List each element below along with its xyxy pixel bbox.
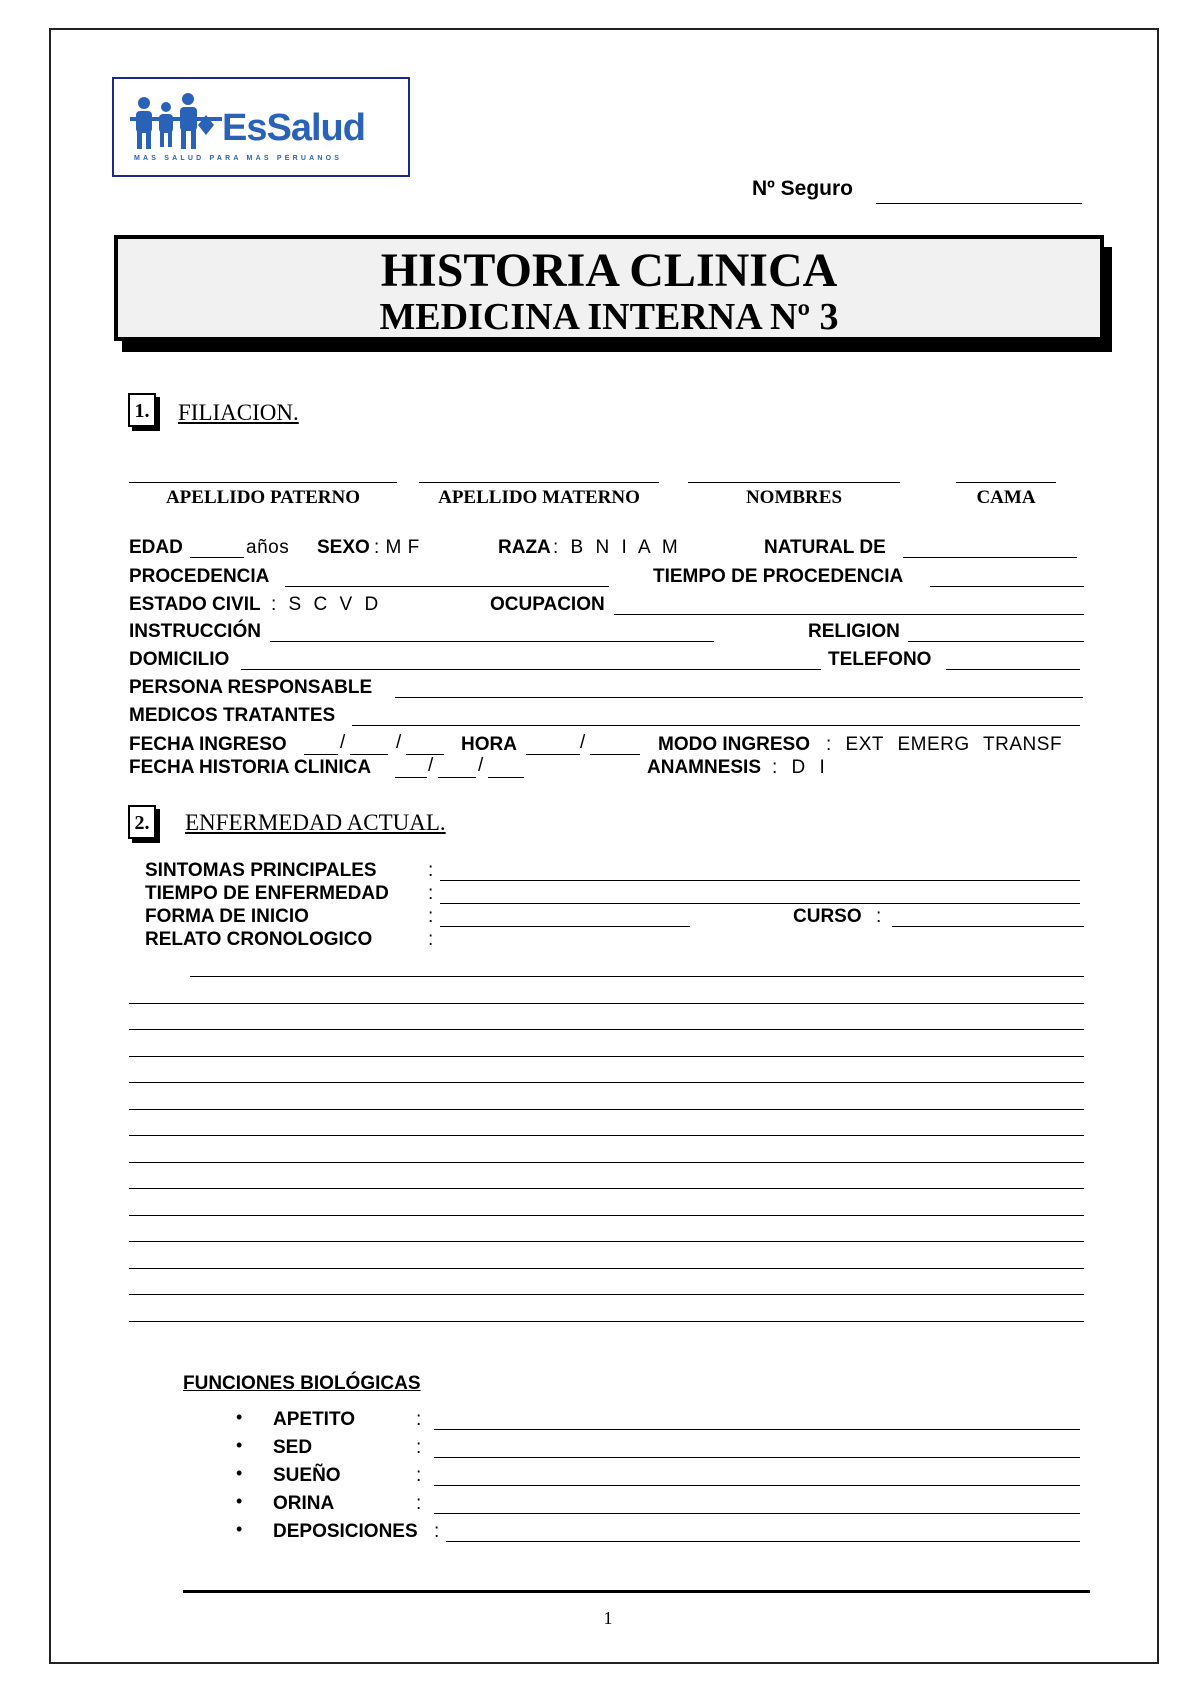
seguro-field[interactable]: [876, 203, 1082, 204]
hora-label: HORA: [461, 734, 517, 755]
funcion-field[interactable]: [434, 1513, 1080, 1514]
forma-inicio-field[interactable]: [440, 926, 690, 927]
relato-line[interactable]: [129, 1268, 1084, 1269]
bullet-icon: •: [236, 1491, 243, 1511]
footer-rule: [183, 1590, 1090, 1593]
estado-civil-options[interactable]: : S C V D: [271, 594, 379, 615]
apellido-materno-field[interactable]: [419, 482, 659, 483]
fecha-historia-month[interactable]: [438, 777, 476, 778]
relato-line[interactable]: [129, 1056, 1084, 1057]
hora-mm-field[interactable]: [590, 754, 640, 755]
anamnesis-label: ANAMNESIS: [647, 757, 762, 778]
funcion-label: APETITO: [273, 1409, 355, 1430]
funcion-colon: :: [434, 1521, 440, 1542]
relato-line[interactable]: [129, 1321, 1084, 1322]
fecha-ingreso-month[interactable]: [350, 754, 388, 755]
relato-line[interactable]: [129, 1029, 1084, 1030]
relato-line[interactable]: [129, 1109, 1084, 1110]
page-subtitle: MEDICINA INTERNA Nº 3: [379, 296, 839, 338]
medicos-tratantes-field[interactable]: [352, 725, 1080, 726]
funcion-label: ORINA: [273, 1493, 335, 1514]
domicilio-label: DOMICILIO: [129, 649, 230, 670]
funcion-colon: :: [416, 1437, 422, 1458]
funcion-field[interactable]: [434, 1485, 1080, 1486]
procedencia-label: PROCEDENCIA: [129, 566, 270, 587]
funcion-field[interactable]: [434, 1429, 1080, 1430]
domicilio-field[interactable]: [241, 669, 821, 670]
relato-line[interactable]: [190, 976, 1084, 977]
procedencia-field[interactable]: [285, 586, 609, 587]
col-cama: CAMA: [976, 487, 1036, 508]
sexo-options[interactable]: : M F: [374, 537, 420, 558]
nombres-field[interactable]: [688, 482, 900, 483]
anamnesis-options[interactable]: : D I: [772, 757, 826, 778]
funcion-colon: :: [416, 1465, 422, 1486]
funcion-label: SED: [273, 1437, 313, 1458]
funcion-label: DEPOSICIONES: [273, 1521, 418, 1542]
religion-field[interactable]: [908, 641, 1084, 642]
curso-label: CURSO: [793, 906, 862, 927]
page-title: HISTORIA CLINICA: [380, 244, 838, 297]
bullet-icon: •: [236, 1519, 243, 1539]
fecha-historia-year[interactable]: [488, 777, 524, 778]
edad-field[interactable]: [190, 557, 244, 558]
sintomas-colon: :: [428, 860, 434, 881]
raza-options[interactable]: : B N I A M: [553, 537, 679, 558]
fecha-ingreso-day[interactable]: [304, 754, 338, 755]
estado-civil-label: ESTADO CIVIL: [129, 594, 261, 615]
funcion-label: SUEÑO: [273, 1465, 341, 1486]
tiempo-enfermedad-field[interactable]: [440, 903, 1080, 904]
fecha-historia-day[interactable]: [395, 777, 427, 778]
religion-label: RELIGION: [808, 621, 900, 642]
logo-tagline: MAS SALUD PARA MAS PERUANOS: [134, 155, 343, 162]
tiempo-colon: :: [428, 883, 434, 904]
relato-line[interactable]: [129, 1135, 1084, 1136]
curso-colon: :: [876, 906, 882, 927]
curso-field[interactable]: [892, 926, 1084, 927]
section-2-number: 2.: [128, 805, 156, 839]
cama-field[interactable]: [956, 482, 1056, 483]
relato-line[interactable]: [129, 1241, 1084, 1242]
relato-line[interactable]: [129, 1215, 1084, 1216]
telefono-field[interactable]: [946, 669, 1080, 670]
bullet-icon: •: [236, 1463, 243, 1483]
ocupacion-label: OCUPACION: [490, 594, 605, 615]
forma-inicio-label: FORMA DE INICIO: [145, 906, 309, 927]
apellido-paterno-field[interactable]: [129, 482, 397, 483]
fecha-historia-label: FECHA HISTORIA CLINICA: [129, 757, 372, 778]
relato-line[interactable]: [129, 1003, 1084, 1004]
sintomas-field[interactable]: [440, 880, 1080, 881]
page-number: 1: [603, 1608, 613, 1628]
relato-line[interactable]: [129, 1082, 1084, 1083]
funcion-field[interactable]: [434, 1457, 1080, 1458]
section-2-title: ENFERMEDAD ACTUAL.: [185, 810, 446, 835]
telefono-label: TELEFONO: [828, 649, 932, 670]
natural-label: NATURAL DE: [764, 537, 886, 558]
hora-hh-field[interactable]: [526, 754, 580, 755]
family-figures-icon: [130, 93, 222, 155]
fecha-ingreso-label: FECHA INGRESO: [129, 734, 287, 755]
funcion-colon: :: [416, 1493, 422, 1514]
persona-responsable-label: PERSONA RESPONSABLE: [129, 677, 373, 698]
medicos-tratantes-label: MEDICOS TRATANTES: [129, 705, 336, 726]
relato-line[interactable]: [129, 1188, 1084, 1189]
edad-unit: años: [246, 537, 290, 558]
ocupacion-field[interactable]: [614, 614, 1084, 615]
bullet-icon: •: [236, 1435, 243, 1455]
relato-line[interactable]: [129, 1162, 1084, 1163]
tiempo-enfermedad-label: TIEMPO DE ENFERMEDAD: [145, 883, 389, 904]
relato-label: RELATO CRONOLOGICO: [145, 929, 373, 950]
persona-responsable-field[interactable]: [395, 697, 1083, 698]
sexo-label: SEXO: [317, 537, 370, 558]
section-1-title: FILIACION.: [178, 400, 299, 425]
relato-colon: :: [428, 929, 434, 950]
seguro-label: Nº Seguro: [752, 177, 854, 200]
tiempo-procedencia-label: TIEMPO DE PROCEDENCIA: [653, 566, 904, 587]
title-box: [114, 235, 1104, 341]
fecha-ingreso-year[interactable]: [406, 754, 444, 755]
funcion-field[interactable]: [446, 1541, 1080, 1542]
bullet-icon: •: [236, 1407, 243, 1427]
funcion-colon: :: [416, 1409, 422, 1430]
logo-wordmark: EsSalud: [222, 107, 365, 149]
modo-ingreso-options[interactable]: : EXT EMERG TRANSF: [826, 734, 1063, 755]
raza-label: RAZA: [498, 537, 551, 558]
col-apellido-materno: APELLIDO MATERNO: [438, 487, 640, 508]
forma-colon: :: [428, 906, 434, 927]
natural-field[interactable]: [903, 557, 1077, 558]
tiempo-procedencia-field[interactable]: [930, 586, 1084, 587]
modo-ingreso-label: MODO INGRESO: [658, 734, 811, 755]
funciones-title: FUNCIONES BIOLÓGICAS: [183, 1373, 421, 1394]
instruccion-field[interactable]: [270, 641, 714, 642]
section-1-number: 1.: [128, 393, 156, 427]
col-nombres: NOMBRES: [745, 487, 843, 508]
essalud-logo: [112, 77, 410, 177]
edad-label: EDAD: [129, 537, 183, 558]
instruccion-label: INSTRUCCIÓN: [129, 621, 261, 642]
sintomas-label: SINTOMAS PRINCIPALES: [145, 860, 377, 881]
relato-line[interactable]: [129, 1294, 1084, 1295]
col-apellido-paterno: APELLIDO PATERNO: [165, 487, 361, 508]
